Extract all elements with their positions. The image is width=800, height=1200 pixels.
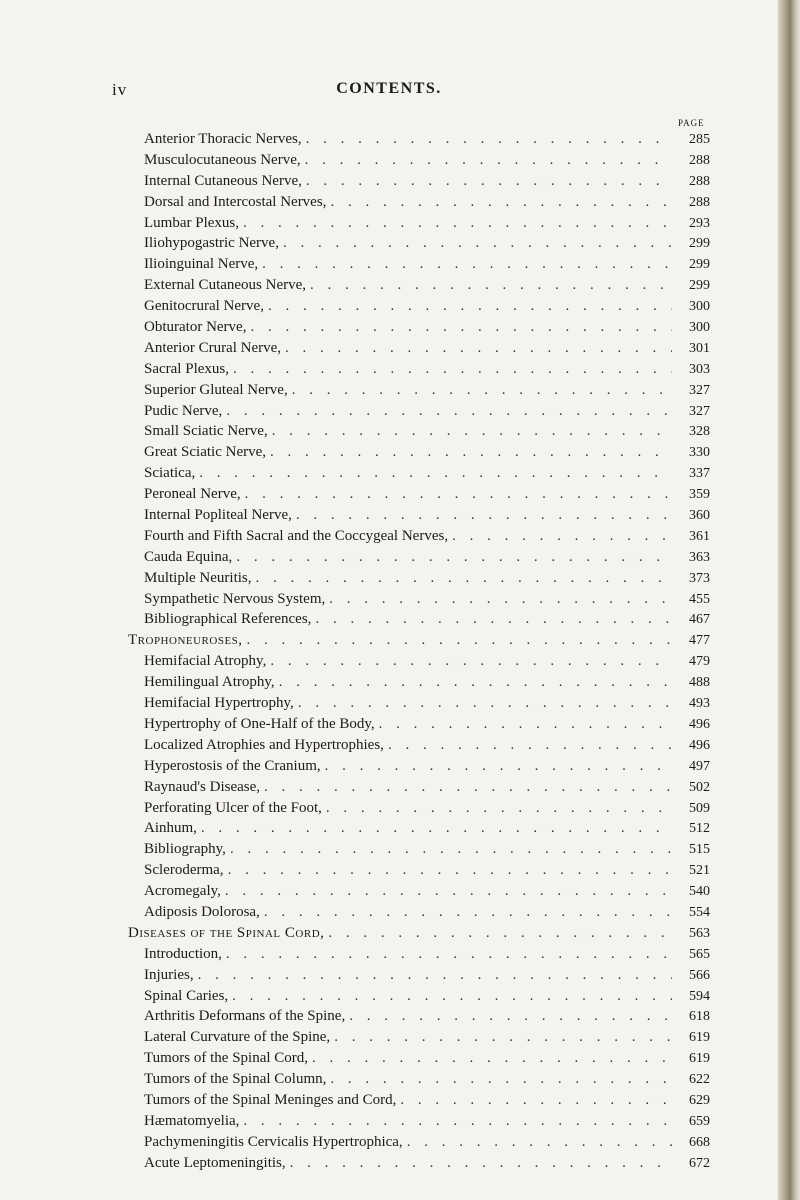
- toc-entry-page: 337: [689, 466, 710, 482]
- toc-entry: [128, 484, 710, 505]
- toc-entry-page: 467: [689, 612, 710, 628]
- toc-entry-page: 360: [689, 508, 710, 524]
- toc-entry-title: Localized Atrophies and Hypertrophies,: [144, 736, 384, 753]
- dot-leader: [232, 986, 672, 1007]
- toc-entry: [128, 651, 710, 672]
- page-column-label: PAGE: [678, 118, 705, 128]
- toc-entry: [128, 798, 710, 819]
- toc-entry-title: Genitocrural Nerve,: [144, 298, 264, 315]
- toc-entry-title: Hemifacial Atrophy,: [144, 653, 267, 670]
- toc-entry: [128, 547, 710, 568]
- toc-entry: [128, 171, 710, 192]
- running-head: CONTENTS.: [336, 80, 442, 97]
- dot-leader: [379, 714, 672, 735]
- toc-entry-page: 299: [689, 257, 710, 273]
- toc-entry: [128, 442, 710, 463]
- toc-entry-page: 502: [689, 779, 710, 795]
- toc-entry-page: 328: [689, 424, 710, 440]
- toc-entry: [128, 213, 710, 234]
- dot-leader: [256, 568, 673, 589]
- dot-leader: [330, 192, 672, 213]
- toc-entry: [128, 233, 710, 254]
- toc-entry-title: Small Sciatic Nerve,: [144, 423, 268, 440]
- dot-leader: [306, 171, 672, 192]
- toc-entry: [128, 526, 710, 547]
- toc-entry-page: 554: [689, 904, 710, 920]
- dot-leader: [452, 526, 672, 547]
- toc-entry-page: 288: [689, 152, 710, 168]
- toc-entry: [128, 1090, 710, 1111]
- toc-entry-title: Multiple Neuritis,: [144, 569, 252, 586]
- toc-entry: [128, 1006, 710, 1027]
- toc-entry-page: 299: [689, 278, 710, 294]
- toc-entry-page: 521: [689, 863, 710, 879]
- dot-leader: [292, 380, 672, 401]
- toc-entry-title: Great Sciatic Nerve,: [144, 444, 267, 461]
- toc-entry: [128, 714, 710, 735]
- toc-entry-page: 477: [689, 633, 710, 649]
- toc-entry-title: Hemifacial Hypertrophy,: [144, 695, 294, 712]
- dot-leader: [400, 1090, 672, 1111]
- toc-entry: [128, 818, 710, 839]
- toc-entry-title: Hemilingual Atrophy,: [144, 674, 275, 691]
- dot-leader: [312, 1048, 672, 1069]
- dot-leader: [330, 1069, 672, 1090]
- toc-entry: [128, 192, 710, 213]
- toc-entry-page: 540: [689, 884, 710, 900]
- page-edge: [778, 0, 800, 1200]
- toc-entry-title: Internal Cutaneous Nerve,: [144, 172, 302, 189]
- toc-entry-title: Hæmatomyelia,: [144, 1112, 240, 1129]
- toc-entry-page: 497: [689, 758, 710, 774]
- dot-leader: [310, 275, 672, 296]
- toc-entry: [128, 756, 710, 777]
- dot-leader: [233, 359, 672, 380]
- toc-entry: [128, 1069, 710, 1090]
- toc-entry-title: Anterior Crural Nerve,: [144, 339, 282, 356]
- toc-entry-page: 488: [689, 675, 710, 691]
- toc-entry-page: 327: [689, 403, 710, 419]
- toc-entry-page: 300: [689, 320, 710, 336]
- toc-entry-page: 509: [689, 800, 710, 816]
- toc-entry-title: Introduction,: [144, 945, 222, 962]
- toc-entry-page: 359: [689, 487, 710, 503]
- toc-entry-page: 288: [689, 173, 710, 189]
- toc-entry-page: 330: [689, 445, 710, 461]
- dot-leader: [285, 338, 672, 359]
- toc-entry-title: Cauda Equina,: [144, 548, 233, 565]
- toc-entry-page: 594: [689, 988, 710, 1004]
- toc-entry-title: Lumbar Plexus,: [144, 214, 239, 231]
- dot-leader: [325, 756, 672, 777]
- dot-leader: [349, 1006, 672, 1027]
- toc-entry: [128, 380, 710, 401]
- toc-entry-title: Ainhum,: [144, 820, 197, 837]
- dot-leader: [407, 1132, 672, 1153]
- dot-leader: [247, 630, 672, 651]
- toc-entry-title: Anterior Thoracic Nerves,: [144, 131, 302, 147]
- dot-leader: [243, 213, 672, 234]
- toc-entry-title: Peroneal Nerve,: [144, 486, 241, 503]
- toc-entry: [128, 129, 710, 150]
- toc-entry: [128, 944, 710, 965]
- toc-entry-title: Arthritis Deformans of the Spine,: [144, 1008, 346, 1025]
- toc-entry: [128, 777, 710, 798]
- toc-entry-page: 300: [689, 299, 710, 315]
- toc-entry-page: 493: [689, 696, 710, 712]
- toc-entry: [128, 150, 710, 171]
- toc-entry-page: 293: [689, 215, 710, 231]
- toc-entry: [128, 1027, 710, 1048]
- dot-leader: [225, 881, 672, 902]
- toc-entry: [128, 401, 710, 422]
- toc-entry-page: 363: [689, 549, 710, 565]
- toc-entry: [128, 902, 710, 923]
- toc-entry: [128, 693, 710, 714]
- dot-leader: [334, 1027, 672, 1048]
- toc-entry-title: Scleroderma,: [144, 862, 224, 879]
- toc-entry-title: Lateral Curvature of the Spine,: [144, 1029, 331, 1046]
- toc-entry-title: Tumors of the Spinal Meninges and Cord,: [144, 1091, 397, 1108]
- toc-entry-page: 303: [689, 361, 710, 377]
- toc-entry-title: Perforating Ulcer of the Foot,: [144, 799, 322, 816]
- toc-entry-page: 515: [689, 842, 710, 858]
- toc-entry-title: Iliohypogastric Nerve,: [144, 235, 279, 252]
- toc-entry: [128, 965, 710, 986]
- dot-leader: [226, 401, 672, 422]
- toc-entry: [128, 609, 710, 630]
- toc-entry-title: Raynaud's Disease,: [144, 778, 261, 795]
- toc-entry: [128, 1153, 710, 1174]
- toc-entry: [128, 839, 710, 860]
- toc-entry-title: Hyperostosis of the Cranium,: [144, 757, 321, 774]
- toc-entry-title: Adiposis Dolorosa,: [144, 903, 260, 920]
- toc-entry-page: 301: [689, 340, 710, 356]
- dot-leader: [328, 923, 672, 944]
- dot-leader: [243, 1111, 672, 1132]
- toc-entry: [128, 1111, 710, 1132]
- page-header: [0, 80, 778, 104]
- toc-entry-page: 496: [689, 716, 710, 732]
- toc-entry-page: 629: [689, 1092, 710, 1108]
- toc-entry-page: 565: [689, 946, 710, 962]
- toc-entry-title: Pachymeningitis Cervicalis Hypertrophica,: [144, 1133, 403, 1150]
- toc-entry: [128, 735, 710, 756]
- toc-entry-page: 622: [689, 1072, 710, 1088]
- toc-section-heading: [128, 923, 710, 944]
- toc-entry: [128, 463, 710, 484]
- toc-entry-page: 563: [689, 925, 710, 941]
- toc-entry-page: 299: [689, 236, 710, 252]
- toc-entry-page: 285: [689, 132, 710, 147]
- toc-entry: [128, 986, 710, 1007]
- dot-leader: [306, 129, 672, 150]
- dot-leader: [250, 317, 672, 338]
- dot-leader: [201, 818, 672, 839]
- toc-entry-title: Acute Leptomeningitis,: [144, 1154, 286, 1171]
- toc-entry-title: Injuries,: [144, 966, 194, 983]
- toc-entry-title: Tumors of the Spinal Column,: [144, 1071, 327, 1088]
- toc-entry-title: Dorsal and Intercostal Nerves,: [144, 193, 327, 210]
- toc-section-heading: [128, 630, 710, 651]
- toc-entry-title: Spinal Caries,: [144, 987, 229, 1004]
- toc-entry: [128, 860, 710, 881]
- toc-entry: [128, 589, 710, 610]
- toc-entry-title: Hypertrophy of One-Half of the Body,: [144, 715, 375, 732]
- dot-leader: [270, 442, 672, 463]
- dot-leader: [290, 1153, 672, 1174]
- toc-entry: [128, 275, 710, 296]
- dot-leader: [262, 254, 672, 275]
- dot-leader: [283, 233, 672, 254]
- dot-leader: [245, 484, 672, 505]
- toc-entry-page: 668: [689, 1134, 710, 1150]
- toc-entry-title: Musculocutaneous Nerve,: [144, 151, 301, 168]
- toc-entry-page: 512: [689, 821, 710, 837]
- dot-leader: [264, 777, 672, 798]
- dot-leader: [388, 735, 672, 756]
- toc-entry-page: 496: [689, 737, 710, 753]
- dot-leader: [199, 463, 672, 484]
- dot-leader: [268, 296, 672, 317]
- toc-entry: [128, 505, 710, 526]
- toc-entry: [128, 317, 710, 338]
- table-of-contents: [128, 129, 710, 1174]
- dot-leader: [326, 798, 672, 819]
- page-number: iv: [112, 80, 128, 99]
- toc-entry-title: Internal Popliteal Nerve,: [144, 507, 292, 524]
- toc-entry-title: Obturator Nerve,: [144, 319, 247, 336]
- toc-entry-title: Trophoneuroses,: [128, 632, 243, 649]
- toc-entry: [128, 568, 710, 589]
- toc-entry-title: Sympathetic Nervous System,: [144, 590, 326, 607]
- toc-entry: [128, 338, 710, 359]
- toc-entry-title: Pudic Nerve,: [144, 402, 223, 419]
- toc-entry-page: 361: [689, 528, 710, 544]
- toc-entry: [128, 1048, 710, 1069]
- dot-leader: [230, 839, 672, 860]
- dot-leader: [226, 944, 672, 965]
- toc-entry-page: 479: [689, 654, 710, 670]
- toc-entry-page: 618: [689, 1009, 710, 1025]
- toc-entry-title: Acromegaly,: [144, 883, 221, 900]
- toc-entry-title: Tumors of the Spinal Cord,: [144, 1050, 309, 1067]
- toc-entry-page: 288: [689, 194, 710, 210]
- dot-leader: [264, 902, 672, 923]
- toc-entry: [128, 881, 710, 902]
- toc-entry-title: Sciatica,: [144, 465, 196, 482]
- toc-entry-page: 672: [689, 1155, 710, 1171]
- dot-leader: [270, 651, 672, 672]
- toc-entry-title: Bibliographical References,: [144, 611, 312, 628]
- toc-entry-page: 327: [689, 382, 710, 398]
- dot-leader: [279, 672, 672, 693]
- toc-entry-title: Diseases of the Spinal Cord,: [128, 924, 325, 941]
- toc-entry-title: Superior Gluteal Nerve,: [144, 381, 288, 398]
- dot-leader: [228, 860, 672, 881]
- toc-entry: [128, 672, 710, 693]
- toc-entry-page: 566: [689, 967, 710, 983]
- toc-entry-page: 373: [689, 570, 710, 586]
- dot-leader: [272, 421, 672, 442]
- toc-entry: [128, 359, 710, 380]
- toc-entry: [128, 296, 710, 317]
- toc-entry-title: External Cutaneous Nerve,: [144, 277, 307, 294]
- toc-entry-title: Bibliography,: [144, 841, 226, 858]
- dot-leader: [305, 150, 672, 171]
- toc-entry-title: Fourth and Fifth Sacral and the Coccygeal Nerves,: [144, 527, 449, 544]
- toc-entry-page: 619: [689, 1030, 710, 1046]
- toc-entry-page: 455: [689, 591, 710, 607]
- toc-entry-title: Sacral Plexus,: [144, 360, 229, 377]
- toc-entry-page: 659: [689, 1113, 710, 1129]
- toc-entry: [128, 421, 710, 442]
- dot-leader: [315, 609, 672, 630]
- toc-entry: [128, 1132, 710, 1153]
- toc-entry-page: 619: [689, 1051, 710, 1067]
- dot-leader: [296, 505, 672, 526]
- dot-leader: [236, 547, 672, 568]
- toc-entry-title: Ilioinguinal Nerve,: [144, 256, 259, 273]
- dot-leader: [298, 693, 672, 714]
- toc-entry: [128, 254, 710, 275]
- dot-leader: [198, 965, 672, 986]
- dot-leader: [329, 589, 672, 610]
